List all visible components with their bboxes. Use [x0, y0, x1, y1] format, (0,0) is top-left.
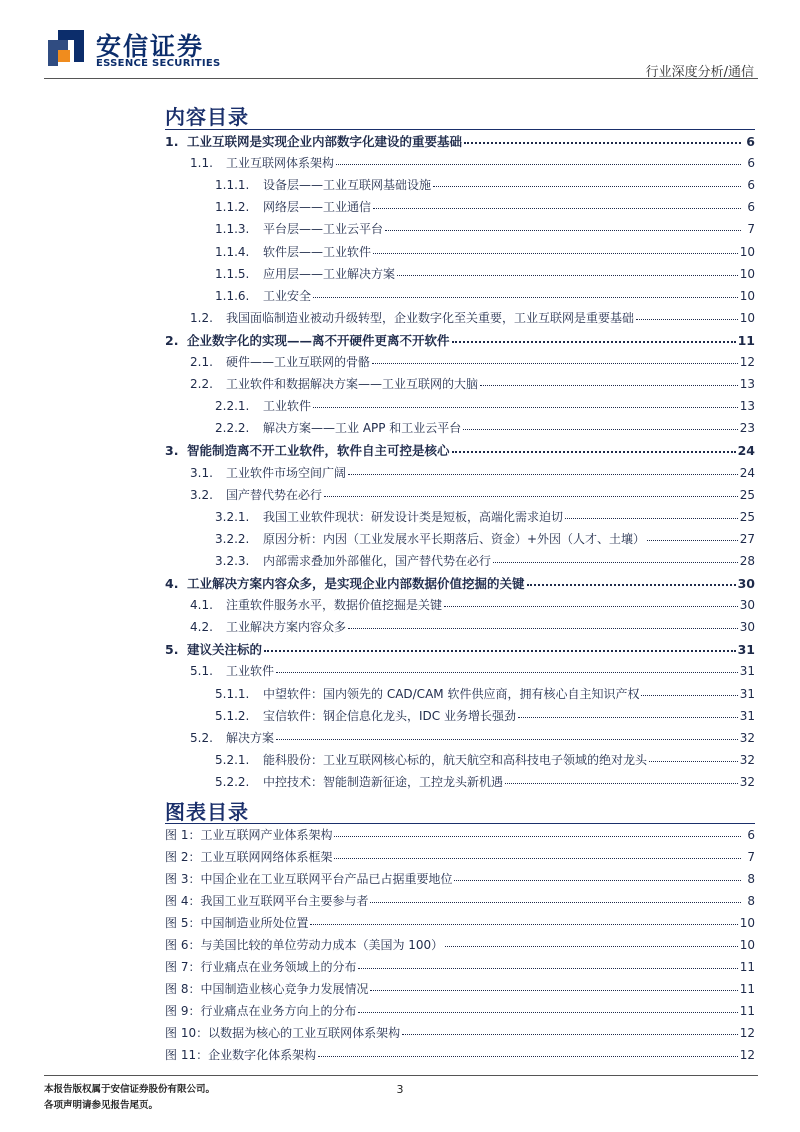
- figure-entry-page: 10: [739, 938, 755, 952]
- dot-leader: [348, 464, 738, 475]
- dot-leader: [565, 508, 738, 519]
- toc-entry-number: 3.: [165, 443, 179, 459]
- figure-entry-label: 图 1：: [165, 828, 201, 842]
- figure-entry-label: 图 9：: [165, 1004, 201, 1018]
- figure-entry-label: 图 8：: [165, 982, 201, 996]
- toc-entry[interactable]: [165, 441, 755, 459]
- figure-entry-title: 工业互联网网络体系框架: [200, 850, 333, 864]
- dot-leader: [452, 441, 736, 453]
- figure-entry-title: 以数据为核心的工业互联网体系架构: [208, 1026, 401, 1040]
- toc-entry-number: 1.1.2.: [215, 200, 250, 215]
- page-number: 3: [396, 1083, 404, 1096]
- toc-entry-title: 工业软件和数据解决方案——工业互联网的大脑: [226, 377, 479, 392]
- toc-entry-title: 我国工业软件现状：研发设计类是短板，高端化需求迫切: [263, 509, 564, 524]
- figure-entry-label: 图 11：: [165, 1048, 209, 1062]
- toc-entry[interactable]: [215, 530, 755, 548]
- dot-leader: [336, 154, 741, 165]
- toc-entry-title: 我国面临制造业被动升级转型，企业数字化至关重要，工业互联网是重要基础: [226, 310, 635, 325]
- figure-entry-page: 11: [739, 1004, 755, 1018]
- figure-entry[interactable]: [165, 1046, 755, 1064]
- toc-entry-page: 24: [737, 443, 755, 459]
- figure-entry-page: 7: [747, 850, 755, 864]
- toc-entry-title: 中控技术：智能制造新征途，工控龙头新机遇: [263, 774, 504, 789]
- toc-entry[interactable]: [215, 419, 755, 437]
- dot-leader: [276, 729, 738, 740]
- toc-entry-page: 10: [739, 288, 755, 303]
- toc-entry-title: 解决方案——工业 APP 和工业云平台: [263, 421, 462, 436]
- dot-leader: [445, 936, 738, 947]
- figure-entry-page: 12: [739, 1026, 755, 1040]
- toc-entry-page: 25: [739, 487, 755, 502]
- toc-entry-number: 3.2.2.: [215, 531, 250, 546]
- figure-entry[interactable]: [165, 848, 755, 866]
- toc-entry-title: 原因分析：内因（工业发展水平长期落后、资金）+外因（人才、土壤）: [263, 531, 646, 546]
- toc-entry-number: 3.2.: [190, 487, 213, 502]
- dot-leader: [641, 685, 737, 696]
- dot-leader: [464, 132, 741, 144]
- toc-entry-title: 宝信软件：钢企信息化龙头，IDC 业务增长强劲: [263, 708, 516, 723]
- toc-entry-number: 1.1.4.: [215, 244, 250, 259]
- toc-entry[interactable]: [215, 220, 755, 238]
- toc-entry-title: 工业解决方案内容众多，是实现企业内部数据价值挖掘的关键: [187, 576, 525, 591]
- toc-entry-page: 12: [739, 355, 755, 369]
- toc-entry-title: 国产替代势在必行: [226, 487, 323, 502]
- figure-entry-title: 工业互联网产业体系架构: [200, 828, 333, 842]
- dot-leader: [433, 176, 741, 187]
- toc-entry-number: 1.1.6.: [215, 288, 250, 303]
- toc-entry-page: 31: [739, 686, 755, 701]
- figure-entry-title: 行业痛点在业务领域上的分布: [200, 960, 357, 974]
- dot-leader: [334, 848, 741, 859]
- toc-entry-number: 2.1.: [190, 355, 213, 369]
- toc-entry-page: 32: [739, 752, 755, 767]
- figure-entry-page: 11: [739, 982, 755, 996]
- figure-entry[interactable]: [165, 958, 755, 976]
- figure-entry-label: 图 5：: [165, 916, 201, 930]
- toc-entry-title: 工业解决方案内容众多: [226, 620, 347, 635]
- dot-leader: [480, 375, 738, 386]
- toc-entry-page: 31: [739, 708, 755, 723]
- dot-leader: [454, 870, 741, 881]
- dot-leader: [402, 1024, 738, 1035]
- toc-entry-number: 5.1.1.: [215, 686, 250, 701]
- toc-entry-number: 1.1.: [190, 156, 213, 171]
- figure-entry[interactable]: [165, 1002, 755, 1020]
- toc-entry-title: 应用层——工业解决方案: [263, 266, 396, 281]
- dot-leader: [527, 574, 736, 586]
- toc-entry-title: 注重软件服务水平，数据价值挖掘是关键: [226, 598, 443, 613]
- figure-entry[interactable]: [165, 870, 755, 888]
- toc-entry-page: 10: [739, 266, 755, 281]
- toc-entry-title: 内部需求叠加外部催化，国产替代势在必行: [263, 553, 492, 568]
- footer-notice: 各项声明请参见报告尾页。: [44, 1100, 159, 1111]
- figures-title-divider: [165, 823, 755, 824]
- dot-leader: [264, 640, 736, 652]
- dot-leader: [397, 265, 738, 276]
- toc-entry-page: 11: [737, 332, 755, 348]
- figure-entry-page: 8: [747, 872, 755, 886]
- figure-entry-label: 图 7：: [165, 960, 201, 974]
- toc-entry-page: 10: [739, 310, 755, 325]
- toc-entry-title: 建议关注标的: [187, 642, 263, 658]
- company-logo: [44, 26, 88, 70]
- dot-leader: [358, 1002, 737, 1013]
- toc-entry[interactable]: [215, 176, 755, 194]
- toc-entry[interactable]: [215, 265, 755, 283]
- toc-entry-number: 1.1.5.: [215, 266, 250, 281]
- footer-divider: [44, 1075, 758, 1076]
- figure-entry-page: 10: [739, 916, 755, 930]
- toc-entry-number: 4.: [165, 576, 179, 591]
- figure-entry-page: 12: [739, 1048, 755, 1062]
- toc-entry-page: 30: [739, 598, 755, 613]
- toc-entry-page: 28: [739, 553, 755, 568]
- toc-entry-number: 3.2.3.: [215, 553, 250, 568]
- toc-entry[interactable]: [215, 198, 755, 216]
- figure-entry-page: 8: [747, 894, 755, 908]
- dot-leader: [518, 707, 738, 718]
- toc-entry-page: 6: [747, 200, 755, 215]
- toc-entry[interactable]: [215, 751, 755, 769]
- toc-entry[interactable]: [215, 397, 755, 415]
- toc-entry-number: 5.2.: [190, 730, 213, 745]
- dot-leader: [334, 826, 741, 837]
- toc-entry[interactable]: [190, 375, 755, 393]
- dot-leader: [310, 914, 737, 925]
- toc-entry-number: 5.: [165, 642, 179, 658]
- figures-title: 图表目录: [165, 800, 249, 824]
- dot-leader: [649, 751, 738, 762]
- toc-entry-number: 5.1.: [190, 664, 213, 679]
- toc-entry-page: 13: [739, 377, 755, 392]
- toc-entry-number: 1.: [165, 134, 179, 149]
- figure-entry-label: 图 3：: [165, 872, 201, 886]
- figure-entry[interactable]: [165, 826, 755, 844]
- figure-entry-title: 我国工业互联网平台主要参与者: [200, 894, 369, 908]
- toc-entry-title: 平台层——工业云平台: [263, 222, 384, 237]
- toc-entry-number: 5.1.2.: [215, 708, 250, 723]
- toc-entry[interactable]: [190, 353, 755, 371]
- toc-entry-number: 1.1.1.: [215, 178, 250, 193]
- toc-entry-title: 工业软件市场空间广阔: [226, 465, 347, 480]
- dot-leader: [318, 1046, 738, 1057]
- toc-entry-page: 32: [739, 774, 755, 789]
- toc-entry-number: 1.1.3.: [215, 222, 250, 237]
- toc-entry-number: 3.2.1.: [215, 509, 250, 524]
- dot-leader: [370, 980, 737, 991]
- figure-entry[interactable]: [165, 980, 755, 998]
- figure-entry-label: 图 4：: [165, 894, 201, 908]
- dot-leader: [463, 419, 737, 430]
- toc-entry-number: 2.2.1.: [215, 399, 250, 414]
- dot-leader: [373, 243, 738, 254]
- dot-leader: [313, 397, 738, 408]
- toc-entry-page: 30: [737, 576, 755, 591]
- toc-entry-number: 3.1.: [190, 465, 213, 480]
- toc-entry-number: 4.2.: [190, 620, 213, 635]
- dot-leader: [493, 552, 738, 563]
- dot-leader: [370, 892, 741, 903]
- toc-entry-title: 能科股份：工业互联网核心标的，航天航空和高科技电子领域的绝对龙头: [263, 752, 648, 767]
- figure-entry[interactable]: [165, 892, 755, 910]
- toc-entry-title: 智能制造离不开工业软件，软件自主可控是核心: [187, 443, 450, 459]
- toc-entry-title: 设备层——工业互联网基础设施: [263, 178, 432, 193]
- toc-entry-page: 6: [746, 134, 755, 149]
- toc-entry-page: 25: [739, 509, 755, 524]
- toc-entry-page: 27: [739, 531, 755, 546]
- toc-entry-number: 1.2.: [190, 310, 213, 325]
- toc-entry[interactable]: [215, 773, 755, 791]
- toc-entry-page: 30: [739, 620, 755, 635]
- figure-entry[interactable]: [165, 1024, 755, 1042]
- toc-entry[interactable]: [215, 508, 755, 526]
- toc-entry-page: 6: [747, 156, 755, 171]
- toc-entry-title: 工业安全: [263, 288, 312, 303]
- toc-entry[interactable]: [165, 574, 755, 592]
- toc-entry-number: 2.: [165, 332, 179, 348]
- dot-leader: [276, 662, 738, 673]
- toc-entry-title: 中望软件：国内领先的 CAD/CAM 软件供应商，拥有核心自主知识产权: [263, 686, 640, 701]
- brand-name-en: ESSENCE SECURITIES: [96, 58, 221, 69]
- toc-title-divider: [165, 129, 755, 130]
- toc-entry[interactable]: [190, 729, 755, 747]
- dot-leader: [324, 486, 738, 497]
- figure-entry[interactable]: [165, 936, 755, 954]
- toc-entry-page: 23: [739, 421, 755, 436]
- toc-entry-title: 工业互联网体系架构: [226, 156, 335, 171]
- figure-entry-title: 企业数字化体系架构: [208, 1048, 317, 1062]
- toc-entry-title: 企业数字化的实现——离不开硬件更离不开软件: [187, 332, 450, 348]
- figure-entry-title: 中国企业在工业互联网平台产品已占据重要地位: [200, 872, 453, 886]
- toc-entry[interactable]: [190, 618, 755, 636]
- report-category: 行业深度分析/通信: [645, 65, 754, 80]
- toc-entry[interactable]: [215, 685, 755, 703]
- figure-entry-title: 中国制造业所处位置: [200, 916, 309, 930]
- figure-entry-label: 图 2：: [165, 850, 201, 864]
- toc-entry[interactable]: [190, 154, 755, 172]
- figure-entry-title: 行业痛点在业务方向上的分布: [200, 1004, 357, 1018]
- toc-entry[interactable]: [190, 662, 755, 680]
- toc-entry-number: 2.2.: [190, 377, 213, 392]
- toc-entry-page: 7: [747, 222, 755, 237]
- dot-leader: [348, 618, 738, 629]
- toc-entry[interactable]: [215, 707, 755, 725]
- toc-entry-title: 软件层——工业软件: [263, 244, 372, 259]
- toc-entry[interactable]: [190, 596, 755, 614]
- dot-leader: [373, 198, 741, 209]
- toc-entry-page: 6: [747, 178, 755, 193]
- figure-entry-page: 11: [739, 960, 755, 974]
- header-divider: [44, 78, 758, 79]
- figure-entry-page: 6: [747, 828, 755, 842]
- toc-entry[interactable]: [215, 243, 755, 261]
- toc-entry-title: 工业软件: [226, 664, 275, 679]
- dot-leader: [444, 596, 738, 607]
- toc-entry[interactable]: [215, 287, 755, 305]
- toc-entry-page: 31: [739, 664, 755, 679]
- toc-entry[interactable]: [190, 486, 755, 504]
- toc-entry[interactable]: [190, 309, 755, 327]
- toc-entry-title: 工业软件: [263, 399, 312, 414]
- toc-entry[interactable]: [165, 640, 755, 658]
- toc-entry-page: 24: [739, 465, 755, 480]
- toc-entry-title: 网络层——工业通信: [263, 200, 372, 215]
- figure-entry-label: 图 10：: [165, 1026, 209, 1040]
- toc-entry[interactable]: [165, 132, 755, 150]
- figure-entry-title: 中国制造业核心竞争力发展情况: [200, 982, 369, 996]
- dot-leader: [358, 958, 737, 969]
- toc-entry-title: 工业互联网是实现企业内部数字化建设的重要基础: [187, 134, 463, 149]
- toc-entry[interactable]: [215, 552, 755, 570]
- dot-leader: [385, 220, 741, 231]
- toc-entry-number: 5.2.1.: [215, 752, 250, 767]
- toc-entry[interactable]: [190, 464, 755, 482]
- toc-entry[interactable]: [165, 331, 755, 349]
- toc-entry-title: 解决方案: [226, 730, 275, 745]
- dot-leader: [452, 331, 736, 343]
- dot-leader: [636, 309, 738, 320]
- toc-entry-page: 32: [739, 730, 755, 745]
- figure-entry-label: 图 6：: [165, 938, 201, 952]
- toc-entry-title: 硬件——工业互联网的骨骼: [226, 355, 371, 369]
- figure-entry[interactable]: [165, 914, 755, 932]
- toc-entry-number: 4.1.: [190, 598, 213, 613]
- dot-leader: [372, 353, 738, 364]
- dot-leader: [647, 530, 738, 541]
- dot-leader: [505, 773, 738, 784]
- dot-leader: [313, 287, 738, 298]
- brand-name-cn: 安信证券: [96, 32, 205, 61]
- toc-entry-number: 5.2.2.: [215, 774, 250, 789]
- toc-entry-page: 13: [739, 399, 755, 414]
- toc-entry-page: 10: [739, 244, 755, 259]
- toc-title: 内容目录: [165, 105, 249, 129]
- toc-entry-page: 31: [737, 642, 755, 658]
- toc-entry-number: 2.2.2.: [215, 421, 250, 436]
- footer-copyright: 本报告版权属于安信证券股份有限公司。: [44, 1084, 216, 1095]
- figure-entry-title: 与美国比较的单位劳动力成本（美国为 100）: [200, 938, 444, 952]
